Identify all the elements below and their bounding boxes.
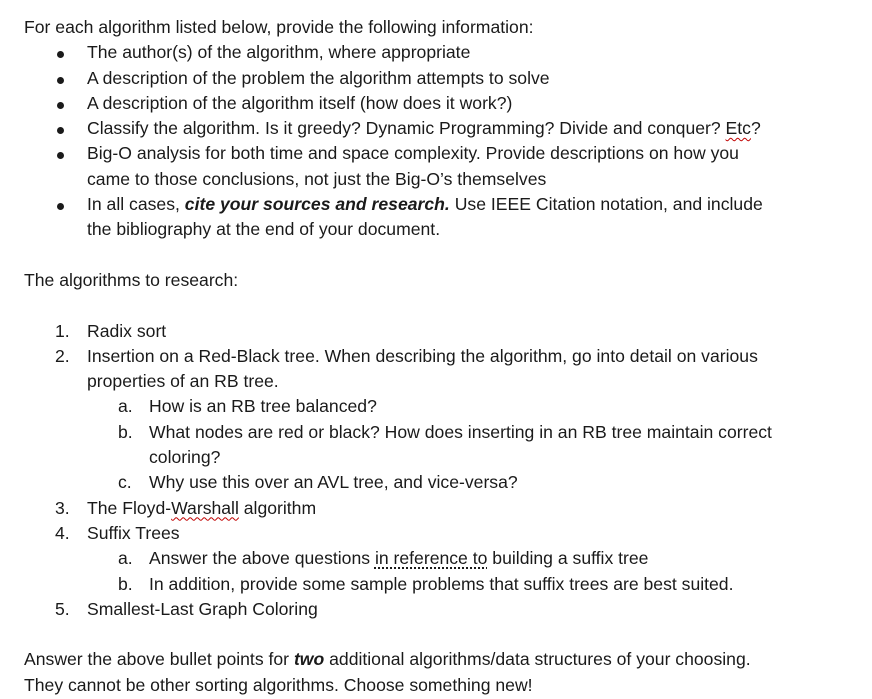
emphasis-text: cite your sources and research. — [184, 194, 450, 215]
bullet-dot-icon — [57, 203, 64, 210]
list-item: 5. Smallest-Last Graph Coloring — [55, 598, 318, 619]
bullet-item: The author(s) of the algorithm, where appropriate — [24, 40, 854, 65]
bullet-item: In all cases, cite your sources and research. Use IEEE Citation notation, and include the bibliography at the end of your document. — [24, 192, 854, 243]
algorithm-list — [24, 319, 854, 623]
sub-list-item: b. What nodes are red or black? How does inserting in an RB tree maintain correct coloring? — [118, 421, 772, 468]
spellcheck-word: Warshall — [171, 497, 239, 518]
bullet-dot-icon — [57, 51, 64, 58]
bullet-dot-icon — [57, 102, 64, 109]
algorithms-heading: The algorithms to research: — [24, 269, 239, 290]
bullet-item: A description of the problem the algorithm attempts to solve — [24, 66, 854, 91]
sub-list — [87, 394, 854, 495]
list-item: 4. Suffix Trees a. Answer the above questions in reference to building a suffix tree b. In addition, provide some sample problems that suffix trees are best suited. — [24, 521, 854, 597]
bullet-dot-icon — [57, 152, 64, 159]
sub-list-item: a. Answer the above questions in reference to building a suffix tree — [118, 548, 649, 569]
spellcheck-word: Etc — [725, 118, 751, 139]
list-item: 2. Insertion on a Red-Black tree. When describing the algorithm, go into detail on various properties of an RB tree. a. How is an RB tree balanced? b. What nodes are red or black? How does inserting in an RB tree maintain correct coloring? c. Why use this over an AVL tree, and vice-versa? — [24, 344, 854, 496]
closing-text: Answer the above bullet points for two additional algorithms/data structures of your choosing. — [24, 649, 751, 670]
bullet-dot-icon — [57, 127, 64, 134]
sub-list — [87, 546, 854, 597]
intro-text: For each algorithm listed below, provide the following information: — [24, 17, 534, 37]
grammar-check-phrase: in reference to — [374, 548, 488, 569]
bullet-item: Classify the algorithm. Is it greedy? Dynamic Programming? Divide and conquer? Etc? — [24, 116, 854, 141]
list-item: 1. Radix sort — [55, 320, 167, 341]
document-body — [24, 15, 854, 698]
sub-list-item: b. In addition, provide some sample problems that suffix trees are best suited. — [118, 573, 734, 594]
bullet-item: A description of the algorithm itself (how does it work?) — [24, 91, 854, 116]
sub-list-item: c. Why use this over an AVL tree, and vice-versa? — [118, 472, 518, 493]
closing-text-line2: They cannot be other sorting algorithms. Choose something new! — [24, 674, 533, 695]
info-bullet-list — [24, 40, 854, 242]
emphasis-text: two — [293, 649, 325, 670]
sub-list-item: a. How is an RB tree balanced? — [118, 396, 377, 417]
bullet-item: Big-O analysis for both time and space complexity. Provide descriptions on how you came to those conclusions, not just the Big-O’s themselves — [24, 141, 854, 192]
bullet-dot-icon — [57, 77, 64, 84]
list-item: 3. The Floyd-Warshall algorithm — [55, 497, 317, 518]
